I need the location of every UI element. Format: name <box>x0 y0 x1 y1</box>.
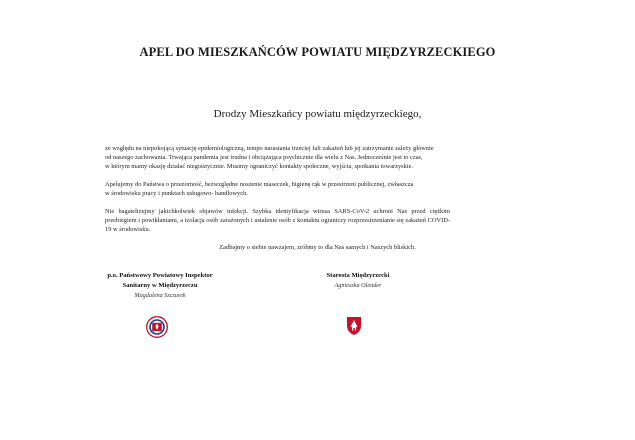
signature-left <box>60 271 260 301</box>
signature-role: Starosta Międzyrzecki <box>326 272 390 279</box>
paragraph-2 <box>105 180 450 198</box>
signature-name: Agnieszka Olender <box>334 282 382 289</box>
signature-role: Sanitarny w Międzyrzeczu <box>122 282 198 289</box>
paragraph-line: Apelujemy do Państwa o przezorność, bezwzględne noszenie maseczek, higienę rąk w przestrzeni publicznej, zwłaszcza <box>105 181 414 188</box>
paragraph-line: w środowisku pracy i punktach usługowo- handlowych. <box>105 190 248 197</box>
sanepid-emblem-icon <box>146 316 168 338</box>
paragraph-line: ze względu na niepokojącą sytuację epidemiologiczną, tempo narastania trzeciej fali zakażeń lub jej zatrzymanie zależy głównie <box>105 145 434 152</box>
closing-line: Zadbajmy o siebie nawzajem, zróbmy to dla Nas samych i Naszych bliskich. <box>219 244 416 251</box>
paragraph-line: w którym mamy okazję działać niegoistycznie. Musimy ograniczyć kontakty społeczne, wyjścia, spotkania towarzyskie. <box>105 163 414 170</box>
paragraph-1 <box>105 144 450 171</box>
greeting: Drodzy Mieszkańcy powiatu międzyrzeckiego, <box>213 108 422 120</box>
paragraph-line: od naszego zachowania. Trwająca pandemia jest trudna i obciążająca psychicznie dla wielu z Nas. Jednocześnie jest to czas, <box>105 154 423 161</box>
signature-name: Magdalena Szczurek <box>134 292 186 299</box>
signature-right <box>258 271 458 291</box>
page-title: APEL DO MIESZKAŃCÓW POWIATU MIĘDZYRZECKIEGO <box>139 45 496 59</box>
paragraph-text: Nie bagatelizujmy jakichkolwiek objawów infekcji. Szybka identyfikacja wirusa SARS-CoV-2 uchroni Nas przed ciężkim przebiegiem i powikłaniami, a izolacja osób zarażonych i ustalenie osób z kontaktu ograniczy rozprzestrzenianie się zakażeń COVID-19 w środowisku. <box>105 208 450 233</box>
county-coat-of-arms-icon <box>346 316 362 336</box>
signature-role: p.o. Państwowy Powiatowy Inspektor <box>107 272 213 279</box>
paragraph-3 <box>105 207 450 234</box>
